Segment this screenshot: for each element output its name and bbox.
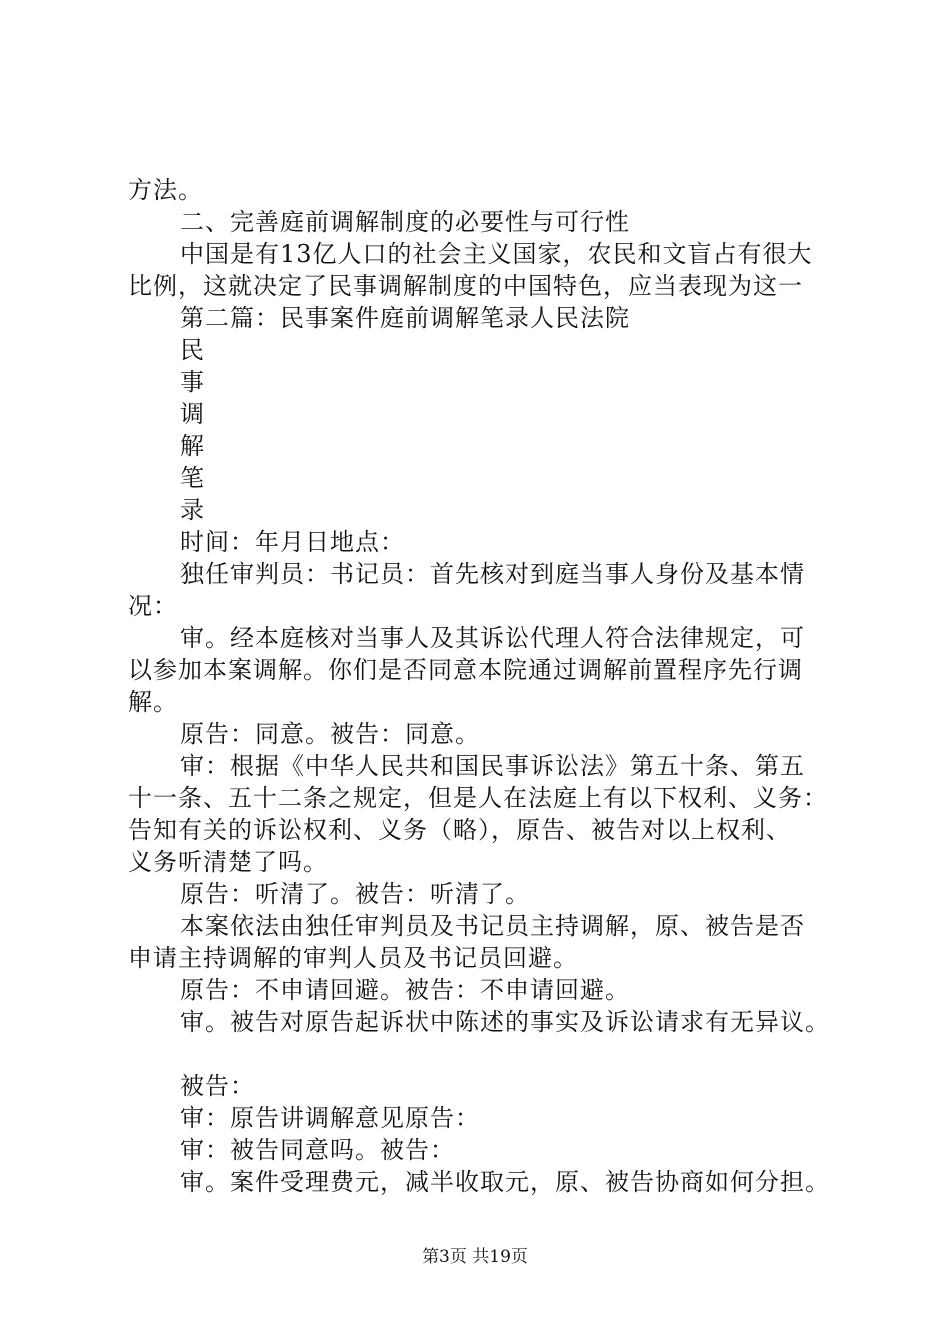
text-line: 本案依法由独任审判员及书记员主持调解，原、被告是否 bbox=[180, 912, 805, 940]
text-line: 义务听清楚了吗。 bbox=[128, 848, 328, 876]
text-line: 中国是有13亿人口的社会主义国家，农民和文盲占有很大 bbox=[180, 240, 813, 268]
vertical-title-char: 解 bbox=[180, 432, 205, 460]
text-line: 告知有关的诉讼权利、义务（略），原告、被告对以上权利、 bbox=[128, 816, 791, 844]
vertical-title-char: 调 bbox=[180, 400, 205, 428]
text-line: 被告： bbox=[180, 1072, 255, 1100]
text-line: 审：被告同意吗。被告： bbox=[180, 1136, 455, 1164]
text-line: 原告：不申请回避。被告：不申请回避。 bbox=[180, 976, 630, 1004]
section-heading: 二、完善庭前调解制度的必要性与可行性 bbox=[180, 208, 630, 236]
vertical-title-char: 民 bbox=[180, 336, 205, 364]
vertical-title-char: 事 bbox=[180, 368, 205, 396]
text-line: 比例，这就决定了民事调解制度的中国特色，应当表现为这一 bbox=[128, 272, 803, 300]
text-line: 原告：同意。被告：同意。 bbox=[180, 720, 480, 748]
vertical-title-char: 笔 bbox=[180, 464, 205, 492]
text-line: 申请主持调解的审判人员及书记员回避。 bbox=[128, 944, 578, 972]
page-number-footer: 第3页 共19页 bbox=[422, 1247, 528, 1267]
chapter-heading: 第二篇：民事案件庭前调解笔录人民法院 bbox=[180, 304, 630, 332]
text-line: 以参加本案调解。你们是否同意本院通过调解前置程序先行调 bbox=[128, 656, 803, 684]
text-line: 解。 bbox=[128, 688, 178, 716]
text-line: 审。经本庭核对当事人及其诉讼代理人符合法律规定，可 bbox=[180, 624, 805, 652]
text-line: 原告：听清了。被告：听清了。 bbox=[180, 880, 530, 908]
text-line: 独任审判员：书记员：首先核对到庭当事人身份及基本情 bbox=[180, 560, 805, 588]
text-line: 审。案件受理费元，减半收取元，原、被告协商如何分担。 bbox=[180, 1168, 830, 1196]
text-line: 审：根据《中华人民共和国民事诉讼法》第五十条、第五 bbox=[180, 752, 805, 780]
text-line: 况： bbox=[128, 592, 178, 620]
text-line: 时间：年月日地点： bbox=[180, 528, 405, 556]
text-line: 十一条、五十二条之规定，但是人在法庭上有以下权利、义务： bbox=[128, 784, 828, 812]
blank-line bbox=[128, 1038, 840, 1070]
text-line: 方法。 bbox=[128, 176, 203, 204]
text-line: 审：原告讲调解意见原告： bbox=[180, 1104, 480, 1132]
vertical-title-char: 录 bbox=[180, 496, 205, 524]
text-line: 审。被告对原告起诉状中陈述的事实及诉讼请求有无异议。 bbox=[180, 1008, 830, 1036]
document-body bbox=[128, 174, 840, 1198]
